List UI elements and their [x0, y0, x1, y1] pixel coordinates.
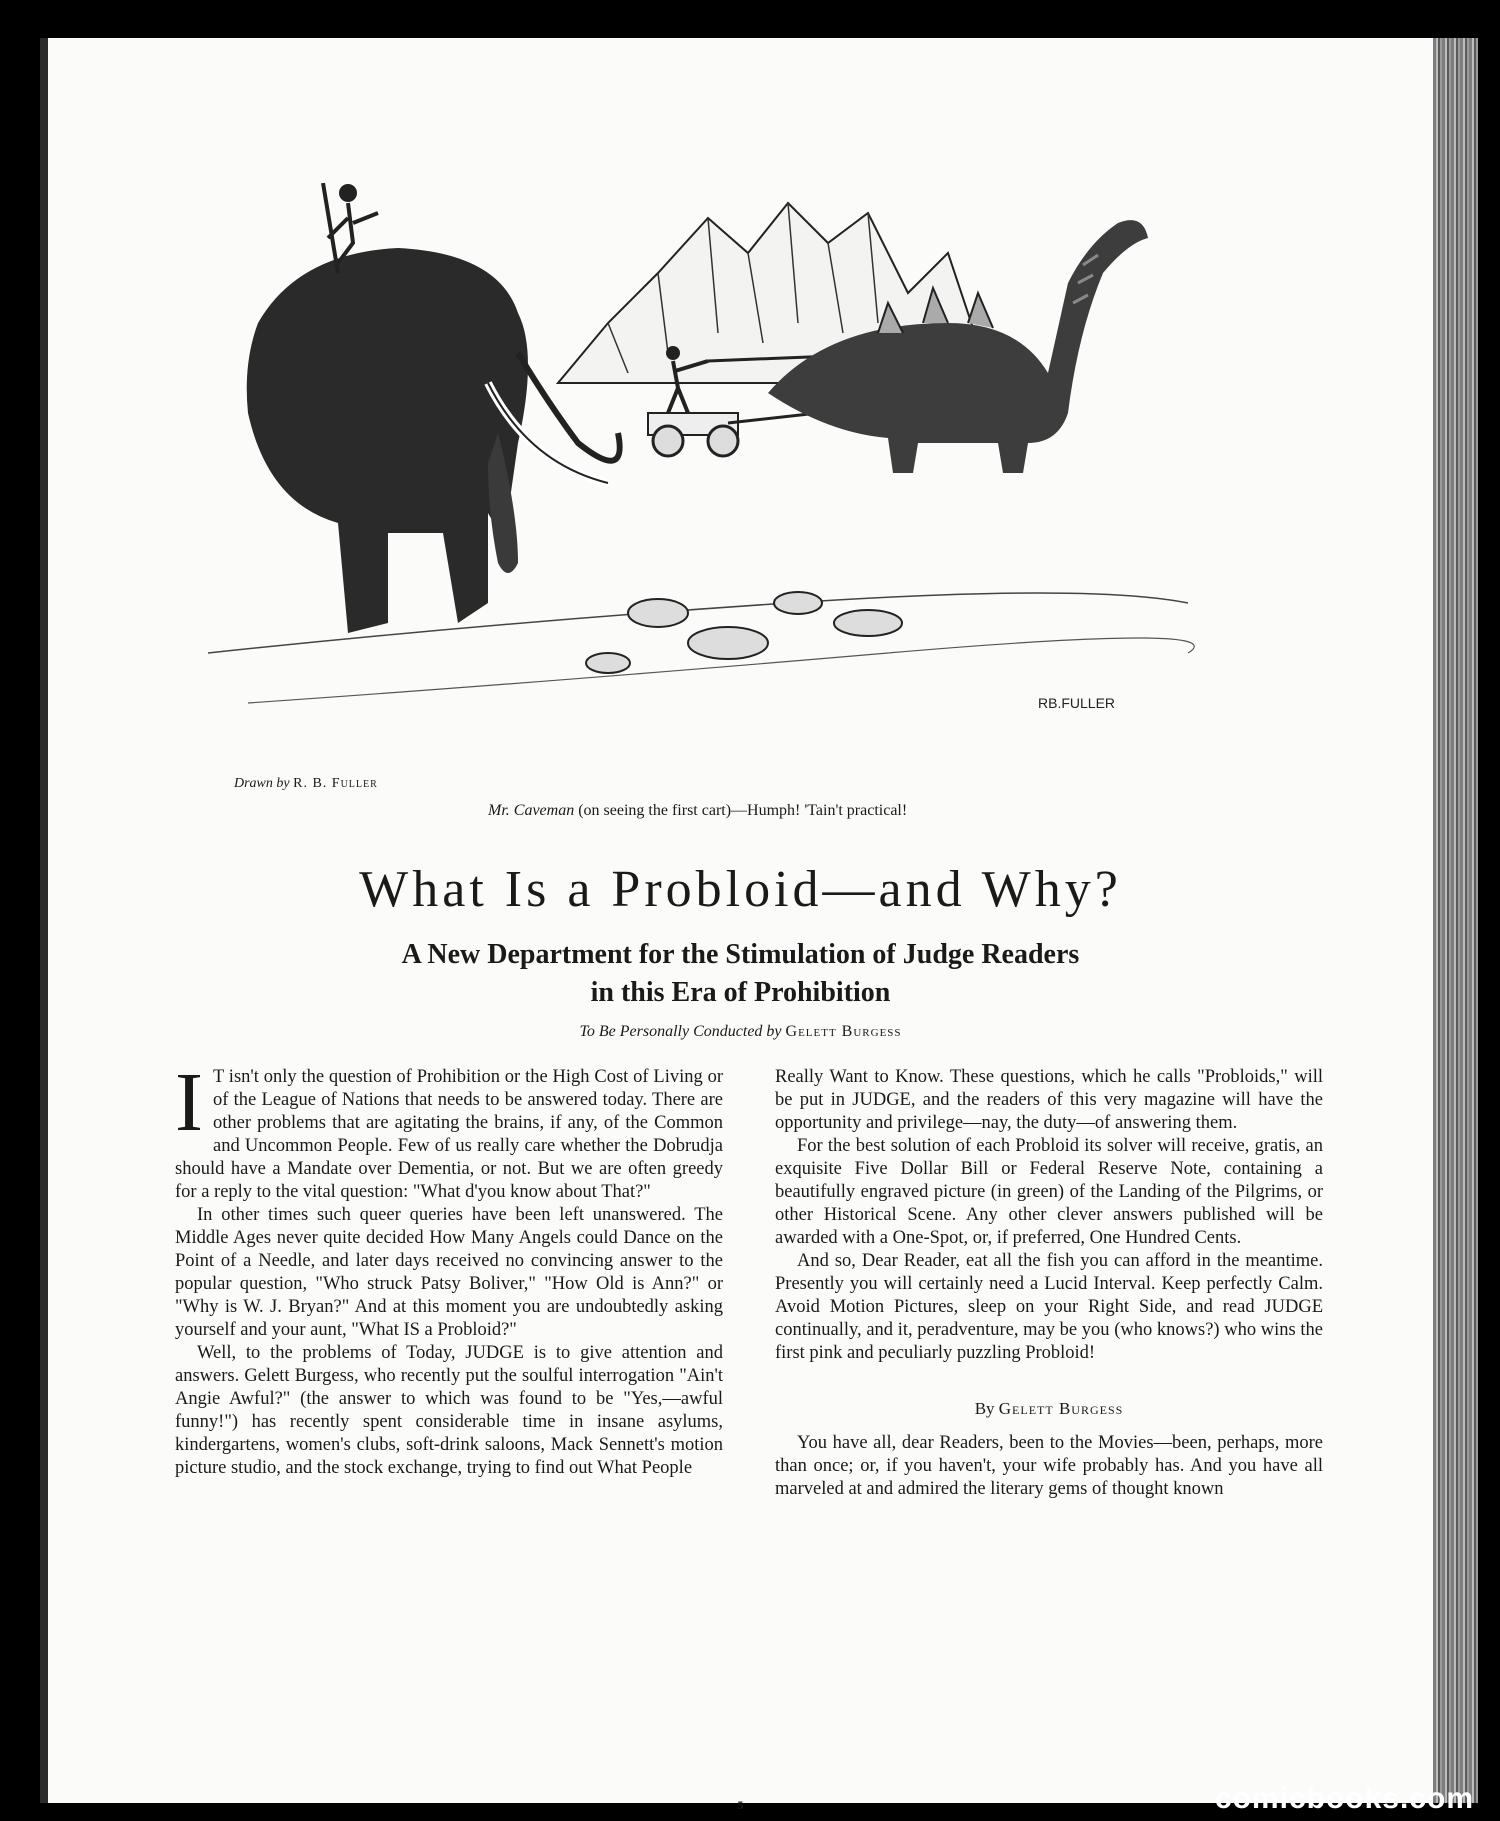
binding-gutter — [40, 38, 48, 1803]
paragraph-5: For the best solution of each Probloid its solver will receive, gratis, an exquisite Five Dollar Bill or Federal Reserve Note, containing a beautifully engraved picture (in green) of the Landing of the Pilgrims, or other Historical Scene. Any other clever answers published will be awarded with a One-Spot, or, if preferred, One Hundred Cents. — [775, 1136, 1323, 1248]
site-watermark: comicbooks.com — [1214, 1782, 1474, 1815]
page-edges — [1433, 38, 1478, 1803]
drop-cap: I — [175, 1056, 203, 1149]
illustration-caption — [488, 802, 907, 820]
paragraph-6: And so, Dear Reader, eat all the fish you can afford in the meantime. Presently you will certainly need a Lucid Interval. Keep perfectly Calm. Avoid Motion Pictures, sleep on your Right Side, and read JUDGE continually, and it, peradventure, may be you (who knows?) who wins the first pink and peculiarly puzzling Probloid! — [775, 1251, 1323, 1363]
section-byline-prefix: By — [974, 1399, 995, 1418]
byline-prefix: To Be Personally Conducted by — [579, 1023, 782, 1040]
article-subtitle — [48, 936, 1433, 1012]
paragraph-1 — [175, 1056, 723, 1204]
caption-text: (on seeing the first cart)—Humph! 'Tain't practical! — [578, 802, 908, 819]
artist-signature: RB.FULLER — [1038, 695, 1116, 711]
left-column — [175, 1056, 723, 1480]
magazine-page — [48, 38, 1433, 1812]
caption-speaker: Mr. Caveman — [488, 802, 575, 819]
subtitle-line-2: in this Era of Prohibition — [590, 977, 891, 1008]
paragraph-1-text: T isn't only the question of Prohibition or the High Cost of Living or of the League of Nations that needs to be answered today. There are other problems that are agitating the brains, if any, of the Common and Uncommon People. Few of us really care whether the Dobrudja should have a Mandate over Dementia, or not. But we are often greedy for a reply to the vital question: "What d'you know about That?" — [175, 1067, 723, 1202]
section-byline-author: Gelett Burgess — [998, 1399, 1124, 1418]
credit-prefix: Drawn by — [234, 776, 290, 791]
cartoon-illustration — [188, 183, 1198, 773]
article-title: What Is a Probloid—and Why? — [359, 861, 1122, 918]
paragraph-2: In other times such queer queries have been left unanswered. The Middle Ages never quite decided How Many Angels could Dance on the Point of a Needle, and later days received no convincing answer to the popular question, "Who struck Patsy Boliver," "How Old is Ann?" or "Why is W. J. Bryan?" And at this moment you are undoubtedly asking yourself and your aunt, "What IS a Probloid?" — [175, 1205, 723, 1340]
illustration-credit — [234, 776, 378, 792]
section-byline — [775, 1397, 1323, 1420]
subtitle-line-1: A New Department for the Stimulation of Judge Readers — [401, 939, 1080, 970]
article-byline — [48, 1023, 1433, 1041]
paragraph-7: You have all, dear Readers, been to the Movies—been, perhaps, more than once; or, if you haven't, your wife probably has. And you have all marveled at and admired the literary gems of thought known — [775, 1433, 1323, 1499]
paragraph-3: Well, to the problems of Today, JUDGE is to give attention and answers. Gelett Burgess, who recently put the soulful interrogation "Ain't Angie Awful?" (the answer to which was found to be "Yes,—awful funny!") has recently spent considerable time in insane asylums, kindergartens, women's clubs, soft-drink saloons, Mack Sennett's motion picture studio, and the stock exchange, trying to find out What People — [175, 1343, 723, 1478]
page-number: 5 — [737, 1798, 744, 1812]
paragraph-4: Really Want to Know. These questions, which he calls "Probloids," will be put in JUDGE, and the readers of this very magazine will have the opportunity and privilege—nay, the duty—of answering them. — [775, 1067, 1323, 1133]
right-column — [775, 1066, 1323, 1501]
credit-artist: R. B. Fuller — [293, 776, 378, 791]
byline-author: Gelett Burgess — [785, 1023, 902, 1040]
